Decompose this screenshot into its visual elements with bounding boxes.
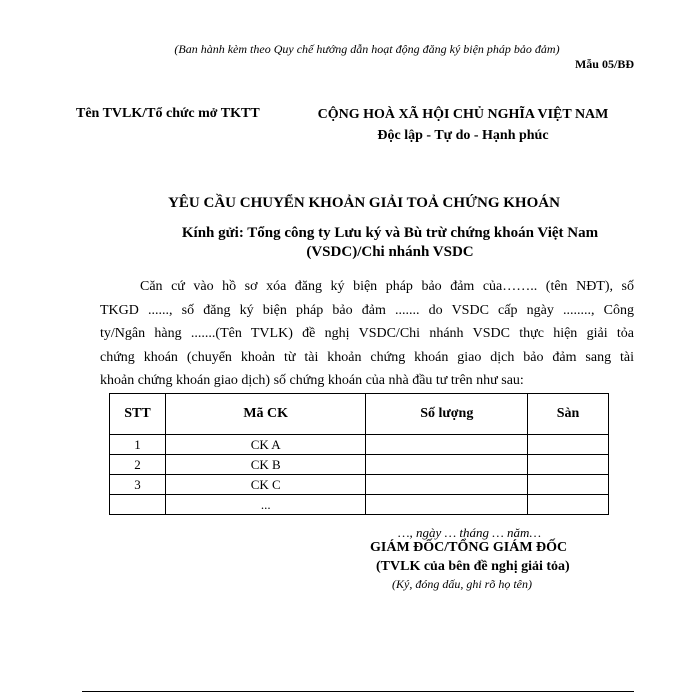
cell-quantity (366, 495, 528, 515)
column-header-stt: STT (110, 394, 166, 435)
signer-title: GIÁM ĐỐC/TỔNG GIÁM ĐỐC (370, 540, 568, 555)
cell-quantity (366, 475, 528, 495)
request-paragraph (100, 275, 634, 393)
recipient (150, 224, 630, 262)
cell-stt: 3 (110, 475, 166, 495)
cell-code: CK A (165, 435, 366, 455)
organization-name: Tên TVLK/Tổ chức mở TKTT (76, 106, 260, 121)
cell-quantity (366, 435, 528, 455)
paragraph-line: khoản chứng khoán giao dịch) số chứng khoán của nhà đầu tư trên như sau: (100, 373, 524, 388)
cell-stt: 2 (110, 455, 166, 475)
signature-instruction: (Ký, đóng dấu, ghi rõ họ tên) (392, 577, 532, 591)
recipient-line-1: Kính gửi: Tổng công ty Lưu ký và Bù trừ chứng khoán Việt Nam (181, 225, 599, 241)
table-row (110, 495, 609, 515)
column-header-quantity: Số lượng (366, 394, 528, 435)
paragraph-line: chứng khoán (chuyển khoản từ tài khoản chứng khoán giao dịch bảo đảm sang tài (100, 349, 634, 365)
cell-code: ... (165, 495, 366, 515)
signer-unit: (TVLK của bên đề nghị giải tỏa) (376, 559, 570, 574)
table-header-row (110, 394, 609, 435)
paragraph-line: TKGD ......, số đăng ký biện pháp bảo đảm ....... do VSDC cấp ngày ........, Công (100, 302, 634, 318)
table-row (110, 475, 609, 495)
national-motto: Độc lập - Tự do - Hạnh phúc (377, 128, 549, 143)
column-header-code: Mã CK (165, 394, 366, 435)
column-header-exchange: Sàn (528, 394, 609, 435)
nation-name: CỘNG HOÀ XÃ HỘI CHỦ NGHĨA VIỆT NAM (317, 107, 609, 122)
cell-quantity (366, 455, 528, 475)
table-row (110, 455, 609, 475)
securities-table (109, 393, 609, 515)
document-title: YÊU CẦU CHUYỂN KHOẢN GIẢI TOẢ CHỨNG KHOÁN (168, 195, 560, 211)
cell-exchange (528, 495, 609, 515)
table-row (110, 435, 609, 455)
signature-date: …, ngày … tháng … năm… (398, 525, 542, 540)
cell-exchange (528, 475, 609, 495)
footer-divider (82, 691, 634, 692)
cell-exchange (528, 455, 609, 475)
cell-code: CK C (165, 475, 366, 495)
recipient-line-2: (VSDC)/Chi nhánh VSDC (306, 244, 474, 260)
national-header (313, 104, 613, 146)
cell-code: CK B (165, 455, 366, 475)
regulation-note: (Ban hành kèm theo Quy chế hướng dẫn hoạt động đăng ký biện pháp bảo đảm) (174, 42, 560, 56)
paragraph-line: Căn cứ vào hồ sơ xóa đăng ký biện pháp bảo đảm của…….. (tên NĐT), số (140, 279, 634, 294)
form-code: Mẫu 05/BĐ (574, 57, 634, 71)
paragraph-line: ty/Ngân hàng .......(Tên TVLK) đề nghị VSDC/Chi nhánh VSDC thực hiện giải tỏa (100, 326, 634, 341)
cell-stt: 1 (110, 435, 166, 455)
cell-exchange (528, 435, 609, 455)
cell-stt (110, 495, 166, 515)
